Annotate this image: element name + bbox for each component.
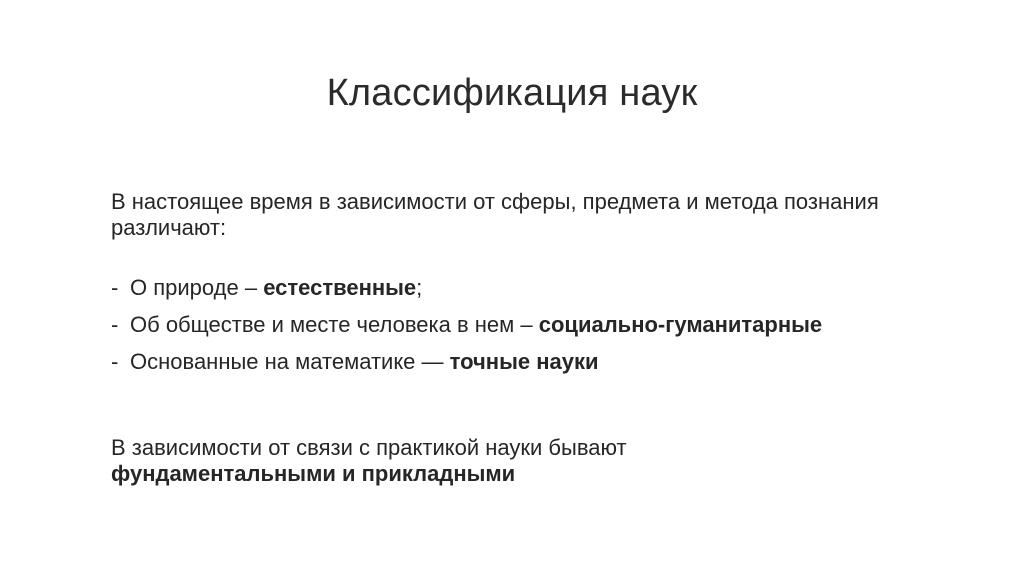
intro-paragraph: В настоящее время в зависимости от сферы, предмета и метода познания различают: bbox=[111, 189, 879, 240]
bullet-dash: - bbox=[111, 275, 119, 300]
footer-paragraph bbox=[111, 435, 991, 487]
bullet-bold-term: естественные bbox=[263, 275, 417, 300]
bullet-bold-term: социально-гуманитарные bbox=[538, 312, 823, 337]
bullet-bold-term: точные науки bbox=[449, 349, 599, 374]
bullet-text: Основанные на математике — bbox=[130, 349, 450, 374]
bullet-item bbox=[111, 312, 991, 338]
footer-text: В зависимости от связи с практикой науки бывают bbox=[111, 435, 627, 460]
bullet-list bbox=[111, 275, 991, 375]
slide-content bbox=[111, 189, 991, 487]
bullet-suffix: ; bbox=[416, 275, 423, 300]
bullet-text: Об обществе и месте человека в нем – bbox=[130, 312, 539, 337]
bullet-text: О природе – bbox=[130, 275, 264, 300]
bullet-item bbox=[111, 275, 991, 301]
footer-bold-term: фундаментальными и прикладными bbox=[111, 461, 516, 486]
bullet-dash: - bbox=[111, 349, 119, 374]
slide-title: Классификация наук bbox=[326, 72, 698, 114]
bullet-item bbox=[111, 349, 991, 375]
bullet-dash: - bbox=[111, 312, 119, 337]
